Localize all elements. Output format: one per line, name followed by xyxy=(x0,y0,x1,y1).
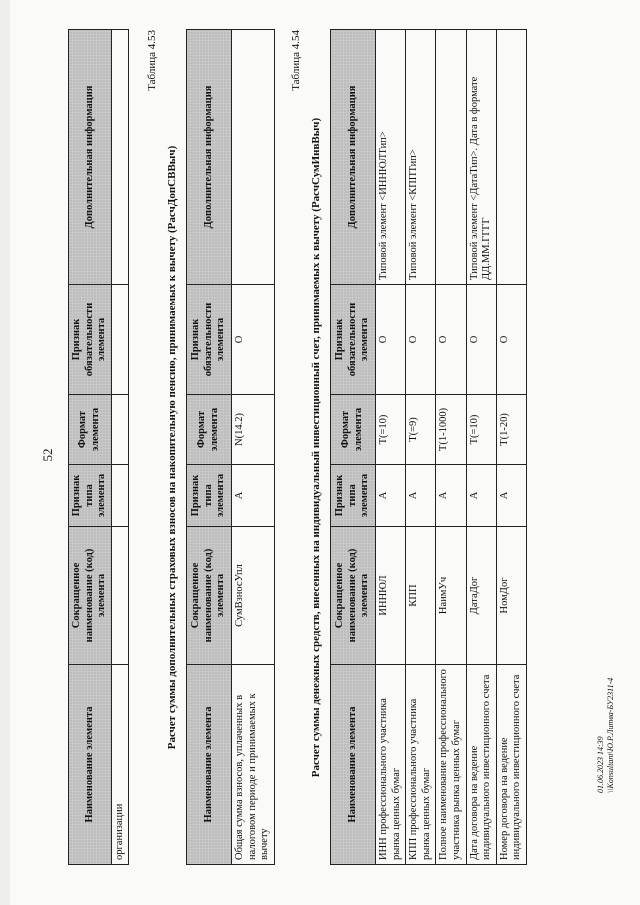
table-cell xyxy=(111,395,129,465)
header-cell: Формат элемента xyxy=(69,395,112,465)
table-row xyxy=(496,30,526,865)
table-cell: О xyxy=(406,285,436,395)
table-cell: Полное наименование профессионального участника рынка ценных бумаг xyxy=(436,665,466,865)
table-row xyxy=(232,30,275,865)
header-cell: Формат элемента xyxy=(187,395,232,465)
table-cell: организации xyxy=(111,665,129,865)
table-row xyxy=(111,30,129,865)
table-cell: N(14.2) xyxy=(232,395,275,465)
header-cell: Дополнительная информация xyxy=(331,30,376,285)
header-cell: Признак обязательности элемента xyxy=(187,285,232,395)
table-cell: СумВзносУпл xyxy=(232,527,275,665)
header-cell: Наименование элемента xyxy=(187,665,232,865)
table-cell: О xyxy=(376,285,406,395)
table-54-title: Расчет суммы денежных средств, внесенных на индивидуальный инвестиционный счет, принимаемых к вычету (РасчСумИнвВыч) xyxy=(310,117,322,778)
header-cell: Признак типа элемента xyxy=(187,465,232,527)
table-cell: Типовой элемент <ИННЮЛТип> xyxy=(376,30,406,285)
table-cell: Типовой элемент <ДатаТип>. Дата в формате ДД.ММ.ГГГГ xyxy=(466,30,496,285)
table-cell: О xyxy=(466,285,496,395)
table-row xyxy=(376,30,406,865)
table-cell: А xyxy=(436,465,466,527)
table-row xyxy=(406,30,436,865)
table-cell xyxy=(496,30,526,285)
table-row xyxy=(436,30,466,865)
table-cell: Общая сумма взносов, уплаченных в налоговом периоде и принимаемых к вычету xyxy=(232,665,275,865)
header-cell: Дополнительная информация xyxy=(187,30,232,285)
header-cell: Наименование элемента xyxy=(331,665,376,865)
table-cell xyxy=(232,30,275,285)
table-53-header-row xyxy=(187,30,232,865)
table-cell: НаимУч xyxy=(436,527,466,665)
table-cell: T(=10) xyxy=(466,395,496,465)
table-cell: T(=9) xyxy=(406,395,436,465)
table-cell: Дата договора на ведение индивидуального инвестиционного счета xyxy=(466,665,496,865)
header-cell: Наименование элемента xyxy=(69,665,112,865)
table-cell: T(1-1000) xyxy=(436,395,466,465)
table-cell: А xyxy=(232,465,275,527)
table-cell: КПП xyxy=(406,527,436,665)
continuation-table xyxy=(68,29,129,865)
table-cell xyxy=(436,30,466,285)
table-cell: T(=10) xyxy=(376,395,406,465)
page-number: 52 xyxy=(40,448,55,462)
table-cell: О xyxy=(496,285,526,395)
table-cell: ИНН профессионального участника рынка ценных бумаг xyxy=(376,665,406,865)
header-cell: Признак типа элемента xyxy=(69,465,112,527)
header-cell: Сокращенное наименование (код) элемента xyxy=(69,527,112,665)
scan-edge xyxy=(0,0,10,905)
table-cell: Типовой элемент <КППТип> xyxy=(406,30,436,285)
table-cell: О xyxy=(436,285,466,395)
table-cell: А xyxy=(376,465,406,527)
table-cell: О xyxy=(232,285,275,395)
table-cell xyxy=(111,527,129,665)
table-54-header-row xyxy=(331,30,376,865)
table-cell xyxy=(111,465,129,527)
table-row xyxy=(466,30,496,865)
table-cell: А xyxy=(406,465,436,527)
table-53 xyxy=(186,29,275,865)
table-cell: НомДог xyxy=(496,527,526,665)
print-timestamp: 01.06.2023 14:39 xyxy=(596,736,605,793)
table-53-title: Расчет суммы дополнительных страховых взносов на накопительную пенсию, принимаемых к вычету (РасчДопСВВыч) xyxy=(166,145,178,750)
table-cell: КПП профессионального участника рынка ценных бумаг xyxy=(406,665,436,865)
table-53-caption: Таблица 4.53 xyxy=(146,30,158,91)
table-cell xyxy=(111,285,129,395)
header-cell: Признак обязательности элемента xyxy=(331,285,376,395)
header-cell: Признак типа элемента xyxy=(331,465,376,527)
table-cell: ИННЮЛ xyxy=(376,527,406,665)
table-cell xyxy=(111,30,129,285)
table-cell: T(1-20) xyxy=(496,395,526,465)
table-cell: Номер договора на ведение индивидуального инвестиционного счета xyxy=(496,665,526,865)
header-cell: Дополнительная информация xyxy=(69,30,112,285)
header-cell: Формат элемента xyxy=(331,395,376,465)
table-cell: А xyxy=(496,465,526,527)
table-cell: ДатаДог xyxy=(466,527,496,665)
table-54-caption: Таблица 4.54 xyxy=(290,30,302,91)
continuation-header-row xyxy=(69,30,112,865)
header-cell: Признак обязательности элемента xyxy=(69,285,112,395)
table-54 xyxy=(330,29,527,865)
table-cell: А xyxy=(466,465,496,527)
header-cell: Сокращенное наименование (код) элемента xyxy=(187,527,232,665)
print-footer xyxy=(596,678,615,793)
print-path: \\Konsultant\Ю.Р.Литва-БУ2311-4 xyxy=(605,677,615,793)
header-cell: Сокращенное наименование (код) элемента xyxy=(331,527,376,665)
